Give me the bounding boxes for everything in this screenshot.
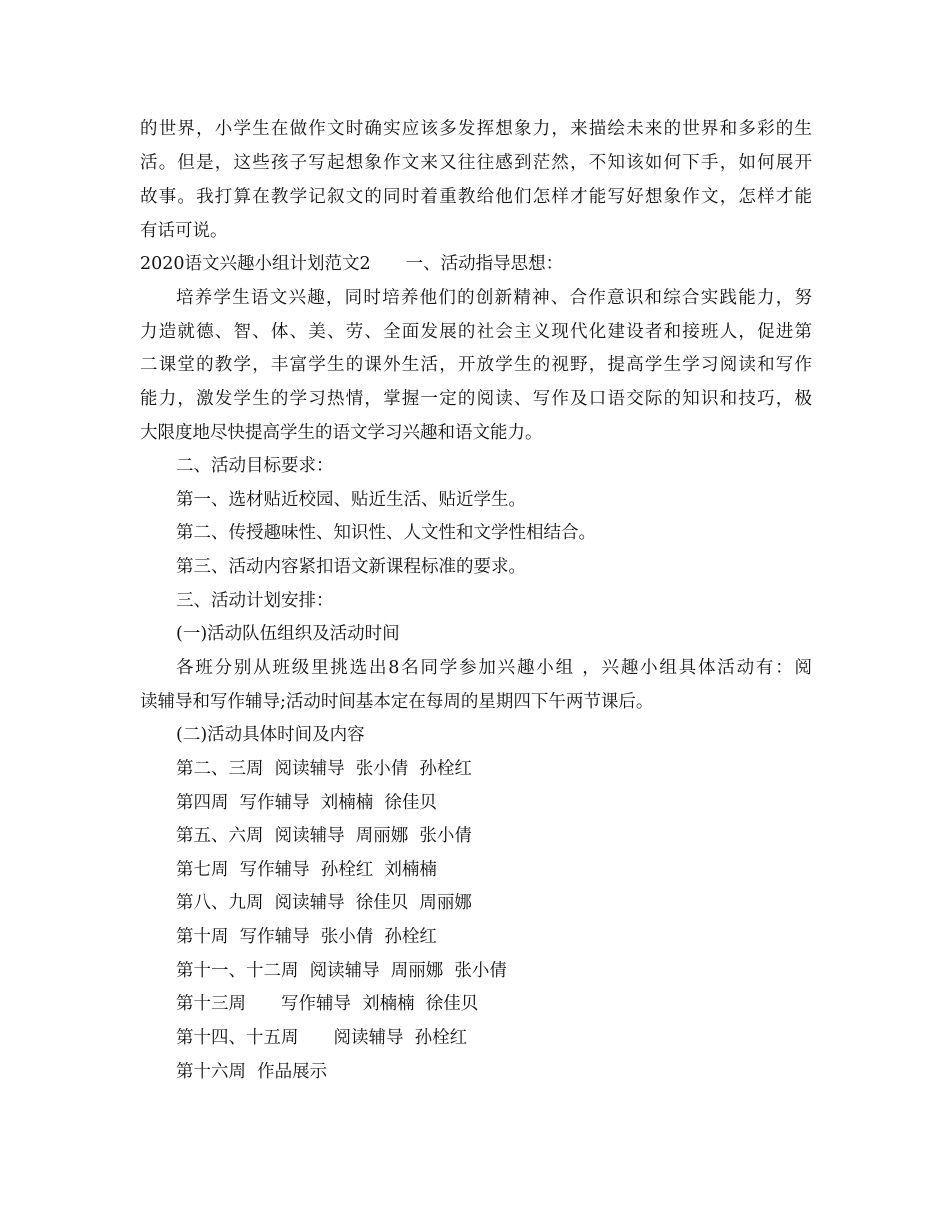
schedule-item: 第四周 写作辅导 刘楠楠 徐佳贝 <box>176 793 437 813</box>
schedule-item: 第十四、十五周 阅读辅导 孙栓红 <box>176 1028 468 1048</box>
goal-item: 第二、传授趣味性、知识性、人文性和文学性相结合。 <box>176 523 596 543</box>
schedule-item: 第八、九周 阅读辅导 徐佳贝 周丽娜 <box>176 893 472 913</box>
schedule-item: 第十三周 写作辅导 刘楠楠 徐佳贝 <box>176 994 479 1014</box>
section-title: 二、活动目标要求： <box>176 456 334 476</box>
paragraph-line: 力造就德、智、体、美、劳、全面发展的社会主义现代化建设者和接班人，促进第 <box>140 322 812 342</box>
schedule-item: 第二、三周 阅读辅导 张小倩 孙栓红 <box>176 759 472 779</box>
schedule-item: 第十六周 作品展示 <box>176 1062 328 1082</box>
document-heading: 2020语文兴趣小组计划范文2 一、活动指导思想： <box>140 254 564 274</box>
section-title: 三、活动计划安排： <box>176 591 334 611</box>
schedule-item: 第十周 写作辅导 张小倩 孙栓红 <box>176 927 437 947</box>
subsection-title: (一)活动队伍组织及活动时间 <box>176 624 400 644</box>
paragraph-line: 大限度地尽快提高学生的语文学习兴趣和语文能力。 <box>140 423 543 443</box>
paragraph-line: 培养学生语文兴趣，同时培养他们的创新精神、合作意识和综合实践能力，努 <box>176 288 812 308</box>
paragraph-line: 能力，激发学生的学习热情，掌握一定的阅读、写作及口语交际的知识和技巧，极 <box>140 389 812 409</box>
schedule-item: 第十一、十二周 阅读辅导 周丽娜 张小倩 <box>176 961 507 981</box>
paragraph-line: 各班分别从班级里挑选出8名同学参加兴趣小组 ，兴趣小组具体活动有：阅 <box>176 658 812 678</box>
paragraph-line: 有话可说。 <box>140 221 228 241</box>
goal-item: 第一、选材贴近校园、贴近生活、贴近学生。 <box>176 490 526 510</box>
schedule-item: 第五、六周 阅读辅导 周丽娜 张小倩 <box>176 826 472 846</box>
schedule-item: 第七周 写作辅导 孙栓红 刘楠楠 <box>176 860 437 880</box>
goal-item: 第三、活动内容紧扣语文新课程标准的要求。 <box>176 557 526 577</box>
paragraph-line: 活。但是，这些孩子写起想象作文来又往往感到茫然，不知该如何下手，如何展开 <box>140 153 812 173</box>
paragraph-line: 的世界，小学生在做作文时确实应该多发挥想象力，来描绘未来的世界和多彩的生 <box>140 119 812 139</box>
subsection-title: (二)活动具体时间及内容 <box>176 725 365 745</box>
paragraph-line: 故事。我打算在教学记叙文的同时着重教给他们怎样才能写好想象作文，怎样才能 <box>140 187 812 207</box>
paragraph-line: 二课堂的教学，丰富学生的课外生活，开放学生的视野，提高学生学习阅读和写作 <box>140 355 812 375</box>
paragraph-line: 读辅导和写作辅导;活动时间基本定在每周的星期四下午两节课后。 <box>140 692 654 712</box>
